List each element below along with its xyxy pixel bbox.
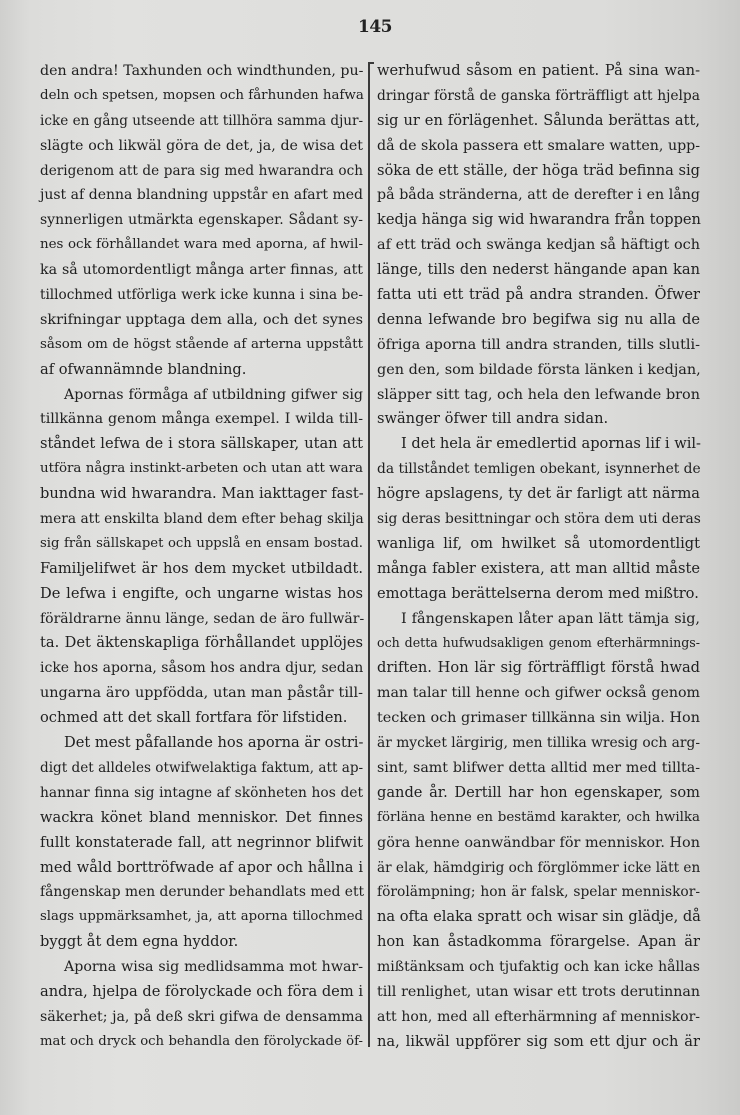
- text-line: digt det alldeles otwifwelaktiga faktum, att ap-: [40, 759, 364, 776]
- text-line: swänger öfwer till andra sidan.: [377, 410, 609, 428]
- text-line: till renlighet, utan wisar ett trots derutinnan: [377, 983, 700, 1000]
- left-column: [40, 59, 363, 1055]
- text-line: förolämpning; hon är falsk, spelar menniskor-: [377, 884, 700, 901]
- text-line: mat och dryck och behandla den förolyckade öf-: [40, 1033, 363, 1049]
- text-line: och detta hufwudsakligen genom efterhärmnings-: [377, 635, 700, 651]
- text-line: werhufwud såsom en patient. På sina wan-: [377, 62, 700, 79]
- text-line: denna lefwande bro begifwa sig nu alla de: [377, 310, 700, 328]
- text-line: mera att enskilta bland dem efter behag skilja: [40, 511, 364, 528]
- text-line: da tillståndet temligen obekant, isynnerhet de: [377, 461, 701, 478]
- right-column: [377, 59, 700, 1055]
- text-line: tecken och grimaser tillkänna sin wilja. Hon: [377, 710, 700, 727]
- text-line: ka så utomordentligt många arter finnas, att: [40, 262, 363, 279]
- text-line: icke en gång utseende att tillhöra samma djur-: [40, 112, 364, 129]
- text-line: är mycket lärgirig, men tillika wresig och arg-: [377, 735, 700, 752]
- text-line: sint, samt blifwer detta alltid mer med tillta-: [377, 759, 700, 776]
- text-line: utföra några instinkt-arbeten och utan att wara: [40, 461, 363, 477]
- text-line: ochmed att det skall fortfara för lifstiden.: [40, 709, 348, 727]
- text-line: I det hela är emedlertid apornas lif i wil-: [401, 435, 701, 453]
- text-line: emottaga berättelserna derom med mißtro.: [377, 584, 699, 602]
- text-line: hon kan åstadkomma förargelse. Apan är: [377, 933, 700, 951]
- text-line: hannar finna sig intagne af skönheten hos det: [40, 784, 363, 801]
- text-line: fullt konstaterade fall, att negrinnor blifwit: [40, 833, 363, 851]
- text-line: man talar till henne och gifwer också genom: [377, 685, 700, 702]
- text-line: De lefwa i engifte, och ungarne wistas hos: [40, 584, 363, 602]
- text-line: skrifningar upptaga dem alla, och det synes: [40, 311, 363, 328]
- text-line: Aporna wisa sig medlidsamma mot hwar-: [64, 959, 363, 976]
- text-line: derigenom att de para sig med hwarandra och: [40, 162, 363, 179]
- text-line: af ofwannämnde blandning.: [40, 360, 247, 378]
- text-line: slägte och likwäl göra de det, ja, de wisa det: [40, 137, 363, 154]
- text-line: fatta uti ett träd på andra stranden. Öfwer: [377, 286, 700, 304]
- text-line: den andra! Taxhunden och windthunden, pu-: [40, 63, 364, 79]
- text-line: gande år. Dertill har hon egenskaper, som: [377, 783, 700, 801]
- text-line: just af denna blandning uppstår en afart med: [40, 187, 363, 204]
- text-line: såsom om de högst stående af arterna uppstått: [40, 336, 363, 352]
- text-line: högre apslagens, ty det är farligt att närma: [377, 485, 700, 503]
- text-line: länge, tills den nederst hängande apan kan: [377, 261, 700, 279]
- text-line: bundna wid hwarandra. Man iakttager fast-: [40, 485, 364, 503]
- text-line: nes ock förhållandet wara med aporna, af hwil-: [40, 237, 363, 253]
- text-line: söka de ett ställe, der höga träd befinna sig: [377, 161, 700, 179]
- text-line: af ett träd och swänga kedjan så häftigt och: [377, 237, 700, 254]
- text-line: förläna henne en bestämd karakter, och hwilka: [377, 809, 700, 825]
- text-line: deln och spetsen, mopsen och fårhunden hafwa: [40, 87, 364, 103]
- text-line: sig från sällskapet och uppslå en ensam bostad.: [40, 535, 363, 551]
- text-line: Apornas förmåga af utbildning gifwer sig: [64, 386, 363, 403]
- text-line: wackra könet bland menniskor. Det finnes: [40, 808, 363, 826]
- text-line: Familjelifwet är hos dem mycket utbildadt.: [40, 559, 363, 577]
- text-line: fångenskap men derunder behandlats med ett: [40, 884, 365, 901]
- text-line: byggt åt dem egna hyddor.: [40, 933, 239, 951]
- text-line: andra, hjelpa de förolyckade och föra dem i: [40, 982, 363, 1000]
- text-line: tillkänna genom många exempel. I wilda till-: [40, 411, 363, 428]
- text-line: slags uppmärksamhet, ja, att aporna tillochmed: [40, 909, 363, 925]
- text-line: säkerhet; ja, på deß skri gifwa de densamma: [40, 1008, 363, 1025]
- text-line: släpper sitt tag, och hela den lefwande bron: [377, 386, 700, 403]
- text-line: na, likwäl uppförer sig som ett djur och är: [377, 1032, 700, 1050]
- text-line: ståndet lefwa de i stora sällskaper, utan att: [40, 435, 363, 453]
- text-line: Det mest påfallande hos aporna är ostri-: [64, 734, 364, 752]
- text-line: många fabler existera, att man alltid måste: [377, 559, 700, 577]
- text-line: ta. Det äktenskapliga förhållandet upplöjes: [40, 634, 363, 652]
- text-line: öfriga aporna till andra stranden, tills slutli-: [377, 336, 700, 353]
- text-line: är elak, hämdgirig och förglömmer icke lätt en: [377, 859, 701, 876]
- text-line: dringar förstå de ganska förträffligt att hjelpa: [377, 87, 700, 104]
- text-line: mißtänksam och tjufaktig och kan icke hållas: [377, 959, 700, 976]
- text-line: då de skola passera ett smalare watten, upp-: [377, 137, 701, 154]
- text-line: göra henne oanwändbar för menniskor. Hon: [377, 834, 700, 851]
- text-line: föräldrarne ännu länge, sedan de äro fullwär-: [40, 610, 365, 627]
- text-line: na ofta elaka spratt och wisar sin glädje, då: [377, 908, 701, 926]
- text-line: tillochmed utförliga werk icke kunna i sina be-: [40, 287, 363, 304]
- text-line: sig ur en förlägenhet. Sålunda berättas att,: [377, 111, 700, 129]
- text-line: gen den, som bildade första länken i kedjan,: [377, 361, 701, 378]
- text-line: med wåld borttröfwade af apor och hållna i: [40, 858, 363, 876]
- text-line: på båda stränderna, att de derefter i en lång: [377, 187, 700, 204]
- text-line: wanliga lif, om hwilket så utomordentligt: [377, 534, 700, 552]
- text-line: driften. Hon lär sig förträffligt förstå hwad: [377, 659, 700, 677]
- text-line: sig deras besittningar och störa dem uti deras: [377, 511, 701, 528]
- column-divider: [368, 64, 370, 1047]
- text-line: icke hos aporna, såsom hos andra djur, sedan: [40, 660, 364, 677]
- text-line: att hon, med all efterhärmning af menniskor-: [377, 1008, 700, 1025]
- text-line: I fångenskapen låter apan lätt tämja sig,: [401, 610, 700, 627]
- page-number: 145: [358, 17, 392, 37]
- text-line: kedja hänga sig wid hwarandra från toppen: [377, 211, 701, 229]
- text-line: synnerligen utmärkta egenskaper. Sådant sy-: [40, 212, 363, 229]
- text-line: ungarna äro uppfödda, utan man påstår till-: [40, 685, 363, 702]
